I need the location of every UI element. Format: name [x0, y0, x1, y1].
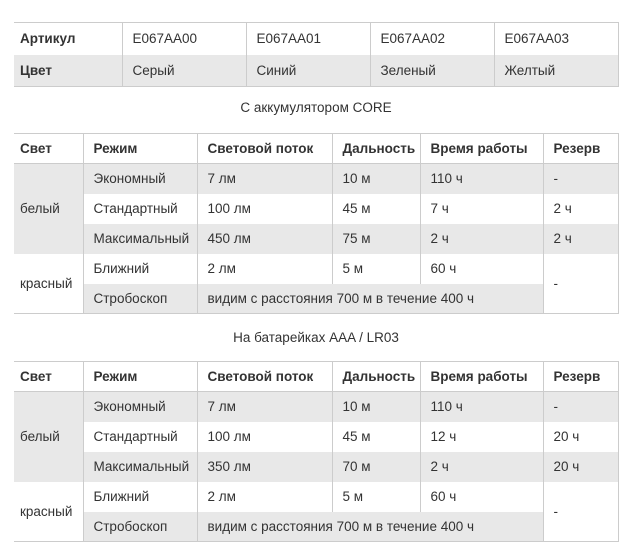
time-cell: 60 ч — [420, 254, 543, 284]
col-header-light: Свет — [14, 362, 83, 392]
time-cell: 2 ч — [420, 224, 543, 254]
table-row — [14, 224, 618, 254]
table-row — [14, 452, 618, 482]
col-header-flux: Световой поток — [197, 134, 332, 164]
mode-cell: Ближний — [83, 482, 197, 512]
header-row — [14, 362, 618, 392]
time-cell: 2 ч — [420, 452, 543, 482]
col-header-mode: Режим — [83, 362, 197, 392]
flux-cell: 7 лм — [197, 164, 332, 194]
range-cell: 75 м — [332, 224, 420, 254]
reserve-cell: - — [543, 392, 618, 422]
article-value: E067AA02 — [370, 23, 494, 55]
light-red-cell: красный — [14, 482, 83, 542]
table-row — [14, 512, 618, 542]
mode-cell: Экономный — [83, 164, 197, 194]
table-row — [14, 482, 618, 512]
col-header-range: Дальность — [332, 134, 420, 164]
mode-cell: Стробоскоп — [83, 284, 197, 314]
light-white-cell: белый — [14, 392, 83, 482]
mode-cell: Максимальный — [83, 452, 197, 482]
col-header-light: Свет — [14, 134, 83, 164]
col-header-time: Время работы — [420, 134, 543, 164]
table-row — [14, 194, 618, 224]
range-cell: 5 м — [332, 482, 420, 512]
time-cell: 110 ч — [420, 392, 543, 422]
col-header-reserve: Резерв — [543, 134, 618, 164]
article-color-table — [14, 22, 619, 87]
mode-cell: Стандартный — [83, 194, 197, 224]
reserve-cell: 2 ч — [543, 224, 618, 254]
strobe-note-cell: видим с расстояния 700 м в течение 400 ч — [197, 512, 543, 542]
mode-cell: Стробоскоп — [83, 512, 197, 542]
mode-cell: Ближний — [83, 254, 197, 284]
light-red-cell: красный — [14, 254, 83, 314]
mode-cell: Экономный — [83, 392, 197, 422]
flux-cell: 450 лм — [197, 224, 332, 254]
flux-cell: 2 лм — [197, 482, 332, 512]
aaa-spec-table — [14, 361, 619, 542]
table-row — [14, 164, 618, 194]
flux-cell: 7 лм — [197, 392, 332, 422]
table-row — [14, 422, 618, 452]
flux-cell: 350 лм — [197, 452, 332, 482]
table-row — [14, 392, 618, 422]
color-value: Зеленый — [370, 55, 494, 87]
color-value: Желтый — [494, 55, 618, 87]
col-header-time: Время работы — [420, 362, 543, 392]
flux-cell: 100 лм — [197, 194, 332, 224]
range-cell: 5 м — [332, 254, 420, 284]
col-header-range: Дальность — [332, 362, 420, 392]
reserve-cell: - — [543, 164, 618, 194]
article-row-label: Артикул — [14, 23, 122, 55]
table-row — [14, 254, 618, 284]
time-cell: 110 ч — [420, 164, 543, 194]
reserve-cell: 20 ч — [543, 452, 618, 482]
mode-cell: Максимальный — [83, 224, 197, 254]
range-cell: 10 м — [332, 164, 420, 194]
mode-cell: Стандартный — [83, 422, 197, 452]
strobe-note-cell: видим с расстояния 700 м в течение 400 ч — [197, 284, 543, 314]
flux-cell: 100 лм — [197, 422, 332, 452]
table-row — [14, 284, 618, 314]
color-row — [14, 55, 618, 87]
time-cell: 12 ч — [420, 422, 543, 452]
header-row — [14, 134, 618, 164]
color-value: Серый — [122, 55, 246, 87]
light-white-cell: белый — [14, 164, 83, 254]
col-header-reserve: Резерв — [543, 362, 618, 392]
article-value: E067AA03 — [494, 23, 618, 55]
range-cell: 45 м — [332, 194, 420, 224]
red-reserve-cell: - — [543, 482, 618, 542]
article-value: E067AA00 — [122, 23, 246, 55]
time-cell: 60 ч — [420, 482, 543, 512]
range-cell: 10 м — [332, 392, 420, 422]
article-row — [14, 23, 618, 55]
reserve-cell: 20 ч — [543, 422, 618, 452]
article-value: E067AA01 — [246, 23, 370, 55]
red-reserve-cell: - — [543, 254, 618, 314]
range-cell: 45 м — [332, 422, 420, 452]
section-title-aaa: На батарейках AAA / LR03 — [233, 330, 399, 345]
col-header-flux: Световой поток — [197, 362, 332, 392]
color-row-label: Цвет — [14, 55, 122, 87]
col-header-mode: Режим — [83, 134, 197, 164]
color-value: Синий — [246, 55, 370, 87]
range-cell: 70 м — [332, 452, 420, 482]
time-cell: 7 ч — [420, 194, 543, 224]
section-title-core: С аккумулятором CORE — [240, 100, 392, 115]
core-spec-table — [14, 133, 619, 314]
flux-cell: 2 лм — [197, 254, 332, 284]
reserve-cell: 2 ч — [543, 194, 618, 224]
